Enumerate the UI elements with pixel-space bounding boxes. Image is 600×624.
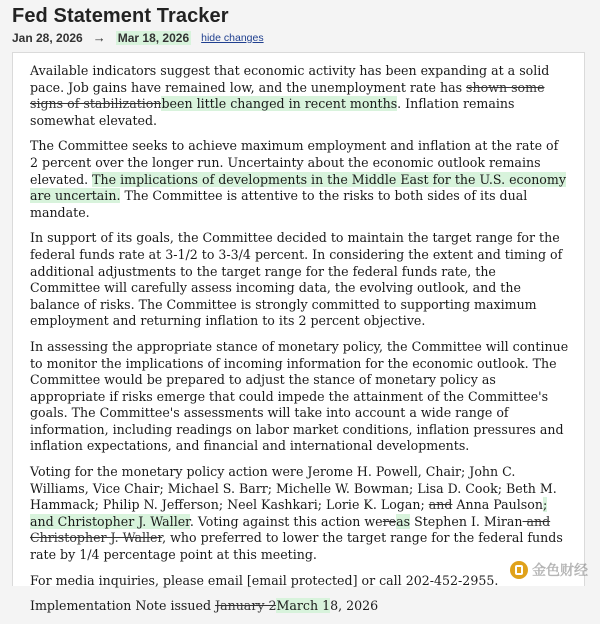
from-date: Jan 28, 2026 <box>12 30 83 45</box>
hide-changes-link[interactable]: hide changes <box>201 31 264 44</box>
paragraph-policy-stance: In assessing the appropriate stance of monetary policy, the Committee will continue to monitor the implications of incoming information for the economic outlook. The Committee would be prepared to adjust the stance of monetary policy as appropriate if risks emerge that could impede the attainment of the Committee's goals. The Committee's assessments will take into account a wide range of information, including readings on labor market conditions, inflation pressures and inflation expectations, and financial and international developments. <box>30 338 569 454</box>
added-text: March 1 <box>276 598 331 614</box>
deleted-text: January 2 <box>215 598 277 614</box>
page-title: Fed Statement Tracker <box>12 5 229 27</box>
deleted-text: shown some signs of stabilization <box>30 79 545 112</box>
paragraph-goals: The Committee seeks to achieve maximum employment and inflation at the rate of 2 percent over the longer run. Uncertainty about the economic outlook remains elevated. The implications of developments in the Middle East for the U.S. economy are uncertain. The Committee is attentive to the risks to both sides of its dual mandate. <box>30 138 566 220</box>
statement-card <box>12 52 585 614</box>
to-date: Mar 18, 2026 <box>117 30 190 45</box>
paragraph-rate-decision: In support of its goals, the Committee decided to maintain the target range for the federal funds rate at 3-1/2 to 3-3/4 percent. In considering the extent and timing of additional adjustments to the target range for the federal funds rate, the Committee will carefully assess incoming data, the evolving outlook, and the balance of risks. The Committee is strongly committed to supporting maximum employment and returning inflation to its 2 percent objective. <box>30 230 563 329</box>
watermark <box>510 560 588 580</box>
deleted-text: re <box>382 513 397 529</box>
paragraph-implementation-note: Implementation Note issued January 2March 18, 2026 <box>30 598 379 614</box>
added-text: The implications of developments in the Middle East for the U.S. economy are uncertain. <box>30 171 566 204</box>
arrow-right-icon: → <box>92 30 106 45</box>
statement-text <box>30 63 570 624</box>
added-text: ; and Christopher J. Waller <box>30 497 548 529</box>
paragraph-economy: Available indicators suggest that economic activity has been expanding at a solid pace. Job gains have remained low, and the unemployment rate has shown some signs of stabilizationbeen little changed in recent months. Inflation remains somewhat elevated. <box>30 63 550 128</box>
paragraph-voting: Voting for the monetary policy action were Jerome H. Powell, Chair; John C. Williams, Vice Chair; Michael S. Barr; Michelle W. Bowman; Lisa D. Cook; Beth M. Hammack; Philip N. Jefferson; Neel Kashkari; Lorie K. Logan; and Anna Paulson; and Christopher J. Waller. Voting against this action wereas Stephen I. Miran and Christopher J. Waller, who preferred to lower the target range for the federal funds rate by 1/4 percentage point at this meeting. <box>30 464 563 563</box>
added-text: as <box>396 513 411 529</box>
watermark-logo-icon <box>510 561 528 579</box>
added-text: been little changed in recent months <box>161 96 398 112</box>
tracker-header <box>12 3 588 45</box>
date-range <box>12 30 588 45</box>
watermark-text: 金色财经 <box>532 563 588 579</box>
paragraph-media: For media inquiries, please email [email protected] or call 202-452-2955. <box>30 572 499 588</box>
deleted-text: and Christopher J. Waller <box>30 513 551 546</box>
deleted-text: and <box>428 497 453 513</box>
